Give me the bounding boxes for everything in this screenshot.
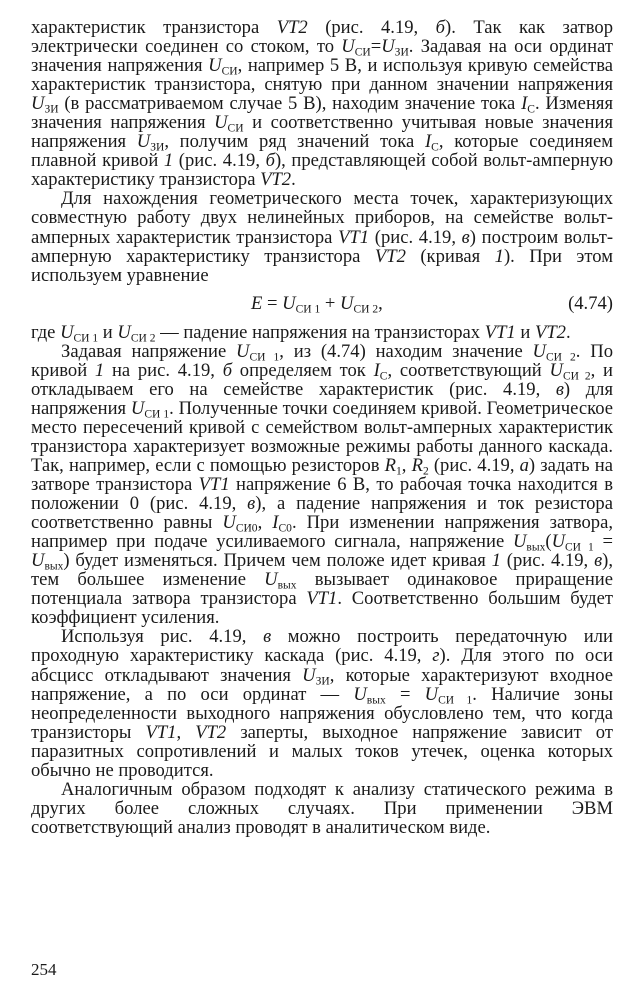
paragraph: Используя рис. 4.19, в можно построить передаточную или проходную характеристику каскада (рис. 4.19, г). Для этого по оси абсцисс откладывают значения $U_{ЗИ}$, которые характеризуют входное напряжение, а по оси ординат — $U_{вых} = U_{СИ 1}$. Наличие зоны неопределенности выходного напряжения обусловлено тем, что когда транзисторы VT1, VT2 заперты, выходное напряжение зависит от паразитных сопротивлений и малых токов утечек, оценка которых обычно не проводится.	[31, 626, 613, 781]
paragraph: характеристик транзистора VT2 (рис. 4.19, б). Так как затвор электрически соединен со стоком, то $U_{СИ}=U_{ЗИ}$. Задавая на оси ординат значения напряжения $U_{СИ}$, например 5 В, и используя кривую семейства характеристик транзистора, снятую при данном значении напряжения $U_{ЗИ}$ (в рассматриваемом случае 5 В), находим значение тока $I_С$. Изменяя значения напряжения $U_{СИ}$ и соответственно учитывая новые значения напряжения $U_{ЗИ}$, получим ряд значений тока $I_С$, которые соединяем плавной кривой 1 (рис. 4.19, б), представляющей собой вольт-амперную характеристику транзистора VT2.	[31, 17, 613, 191]
paragraph: где $U_{СИ 1}$ и $U_{СИ 2}$ — падение напряжения на транзисторах VT1 и VT2.	[31, 321, 571, 345]
paragraph: Задавая напряжение $U_{СИ 1}$, из (4.74) находим значение $U_{СИ 2}$. По кривой 1 на рис. 4.19, б определяем ток $I_С$, соответствующий $U_{СИ 2}$, и откладываем его на семействе характеристик (рис. 4.19, в) для напряжения $U_{СИ 1}$. Полученные точки соединяем кривой. Геометрическое место пересечений кривой с семейством вольт-амперных характеристик транзистора характеризует возможные режимы работы данного каскада. Так, например, если с помощью резисторов $R_1$, $R_2$ (рис. 4.19, а) задать на затворе транзистора VT1 напряжение 6 В, то рабочая точка находится в положении 0 (рис. 4.19, в), а падение напряжения и ток резистора соответственно равны $U_{СИ0}$, $I_{С0}$. При изменении напряжения затвора, например при подаче усиливаемого сигнала, напряжение $U_{вых}(U_{СИ 1} = U_{вых})$ будет изменяться. Причем чем положе идет кривая 1 (рис. 4.19, в), тем большее изменение $U_{вых}$ вызывает одинаковое приращение потенциала затвора транзистора VT1. Соответственно большим будет коэффициент усиления.	[31, 340, 614, 629]
body-text	[31, 18, 613, 837]
paragraph: Для нахождения геометрического места точек, характеризующих совместную работу двух нелинейных приборов, на семействе вольт-амперных характеристик транзистора VT1 (рис. 4.19, в) построим вольт-амперную характеристику транзистора VT2 (кривая 1). При этом используем уравнение	[31, 188, 614, 286]
equation-formula: $E = U_{СИ 1} + U_{СИ 2}$,	[251, 292, 383, 316]
paragraph: Аналогичным образом подходят к анализу статического режима в других более сложных случаях. При применении ЭВМ соответствующий анализ проводят в аналитическом виде.	[31, 778, 613, 838]
equation	[31, 285, 613, 323]
page-number: 254	[31, 960, 57, 979]
equation-number: (4.74)	[568, 292, 613, 314]
